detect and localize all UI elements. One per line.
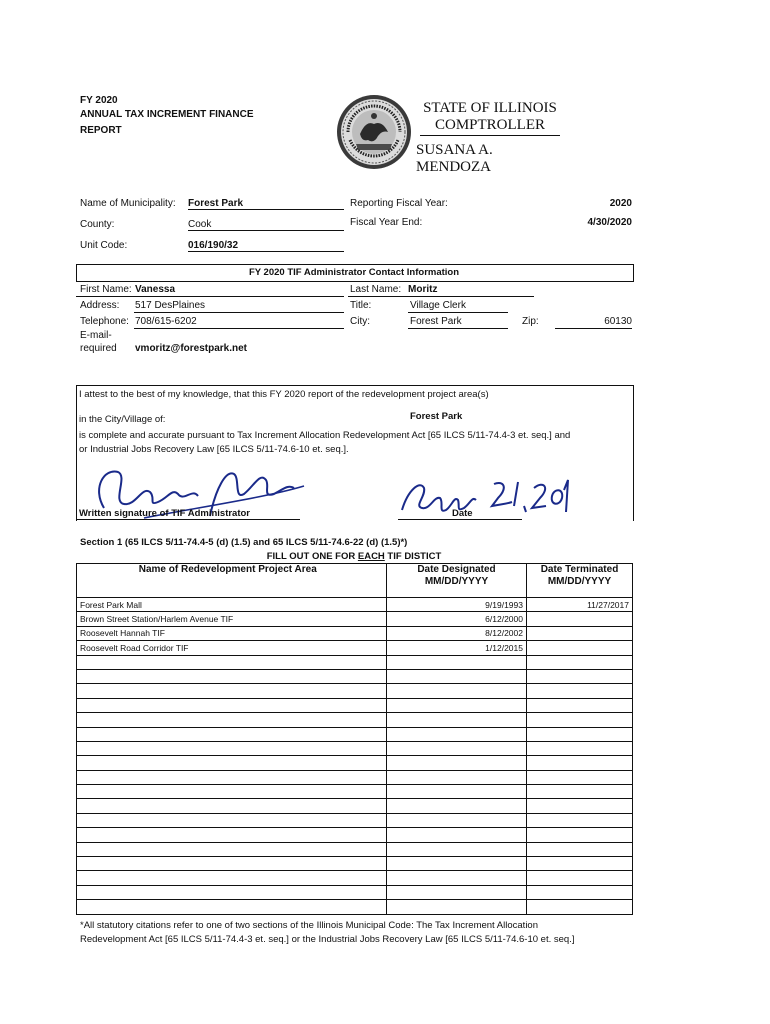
cell-spacer [379, 669, 387, 683]
zip-value: 60130 [604, 316, 632, 327]
attest-line3: is complete and accurate pursuant to Tax Increment Allocation Redevelopment Act [65 ILCS 5/11-74.4-3 et. seq.] and [79, 430, 571, 441]
cell-spacer [379, 900, 387, 914]
cell-designated [387, 669, 527, 683]
cell-terminated [527, 871, 633, 885]
fiscal-year-end-label: Fiscal Year End: [350, 217, 423, 228]
cell-terminated [527, 655, 633, 669]
reporting-fiscal-year-label: Reporting Fiscal Year: [350, 198, 448, 209]
table-row [77, 828, 633, 842]
table-row [77, 885, 633, 899]
cell-designated: 1/12/2015 [387, 641, 527, 655]
fill-out-pre: FILL OUT ONE FOR [266, 551, 358, 562]
cell-name [77, 799, 379, 813]
table-row [77, 598, 633, 612]
col-designated-header [387, 564, 527, 598]
title-value: Village Clerk [410, 300, 466, 311]
comptroller-name: SUSANA A. MENDOZA [416, 142, 493, 175]
cell-spacer [379, 813, 387, 827]
last-name-label: Last Name: [350, 284, 402, 295]
cell-designated [387, 741, 527, 755]
email-value: vmoritz@forestpark.net [135, 343, 247, 354]
cell-terminated [527, 612, 633, 626]
fiscal-year-title: FY 2020 [80, 95, 118, 106]
cell-terminated [527, 813, 633, 827]
cell-spacer [379, 684, 387, 698]
cell-spacer [379, 741, 387, 755]
table-row [77, 857, 633, 871]
cell-terminated [527, 626, 633, 640]
cell-name [77, 857, 379, 871]
cell-name: Roosevelt Hannah TIF [77, 626, 379, 640]
city-value: Forest Park [410, 316, 462, 327]
table-row [77, 713, 633, 727]
cell-spacer [379, 598, 387, 612]
table-row [77, 785, 633, 799]
signature-rule [76, 519, 300, 520]
cell-designated [387, 900, 527, 914]
cell-terminated [527, 842, 633, 856]
address-label: Address: [80, 300, 120, 311]
table-row [77, 741, 633, 755]
cell-terminated [527, 713, 633, 727]
cell-designated [387, 813, 527, 827]
cell-name [77, 655, 379, 669]
table-row [77, 770, 633, 784]
cell-designated [387, 698, 527, 712]
cell-name [77, 727, 379, 741]
table-row [77, 641, 633, 655]
cell-spacer [379, 799, 387, 813]
zip-rule [555, 328, 632, 329]
cell-name [77, 828, 379, 842]
cell-name [77, 813, 379, 827]
cell-name [77, 770, 379, 784]
table-row [77, 813, 633, 827]
municipality-name-value: Forest Park [188, 198, 344, 210]
cell-name [77, 900, 379, 914]
date-rule [398, 519, 522, 520]
contact-info-title: FY 2020 TIF Administrator Contact Information [248, 267, 460, 278]
cell-terminated [527, 857, 633, 871]
col-designated-format: MM/DD/YYYY [424, 576, 489, 587]
table-header-row [77, 564, 633, 598]
address-value: 517 DesPlaines [135, 300, 206, 311]
cell-designated [387, 799, 527, 813]
cell-spacer [379, 885, 387, 899]
table-row [77, 727, 633, 741]
last-name-rule [348, 296, 534, 297]
cell-spacer [379, 857, 387, 871]
city-rule [408, 328, 508, 329]
cell-spacer [379, 698, 387, 712]
fill-out-instruction [76, 551, 632, 562]
email-label-line2: required [80, 343, 117, 354]
address-rule [134, 312, 344, 313]
cell-spacer [379, 828, 387, 842]
cell-name [77, 684, 379, 698]
section1-title [80, 537, 407, 548]
cell-designated: 9/19/1993 [387, 598, 527, 612]
table-row [77, 669, 633, 683]
footnote-line1: *All statutory citations refer to one of two sections of the Illinois Municipal Code: The Tax Increment Allocation [80, 920, 538, 931]
title-rule [408, 312, 508, 313]
municipality-name-label: Name of Municipality: [80, 198, 176, 209]
cell-name [77, 785, 379, 799]
cell-spacer [379, 655, 387, 669]
cell-name [77, 669, 379, 683]
cell-terminated [527, 828, 633, 842]
cell-designated: 8/12/2002 [387, 626, 527, 640]
telephone-label: Telephone: [80, 316, 129, 327]
cell-terminated [527, 641, 633, 655]
county-label: County: [80, 219, 115, 230]
cell-name [77, 698, 379, 712]
county-value: Cook [188, 219, 344, 231]
cell-terminated [527, 741, 633, 755]
comptroller-office: COMPTROLLER [420, 117, 560, 137]
section1-title-text: Section 1 (65 ILCS 5/11-74.4-5 (d) (1.5) and 65 ILCS 5/11-74.6-22 (d) (1.5)*) [80, 537, 408, 548]
cell-name [77, 842, 379, 856]
cell-spacer [379, 871, 387, 885]
table-row [77, 655, 633, 669]
cell-designated [387, 655, 527, 669]
cell-designated [387, 871, 527, 885]
cell-terminated [527, 785, 633, 799]
cell-designated [387, 842, 527, 856]
cell-terminated [527, 770, 633, 784]
cell-terminated [527, 900, 633, 914]
cell-name [77, 885, 379, 899]
fiscal-year-end-value: 4/30/2020 [587, 217, 632, 228]
cell-spacer [379, 770, 387, 784]
cell-terminated [527, 669, 633, 683]
table-row [77, 799, 633, 813]
col-designated-label: Date Designated [417, 564, 496, 575]
date-label: Date [452, 508, 473, 519]
cell-name [77, 871, 379, 885]
cell-name: Roosevelt Road Corridor TIF [77, 641, 379, 655]
cell-terminated [527, 756, 633, 770]
cell-spacer [379, 842, 387, 856]
zip-label: Zip: [522, 316, 539, 327]
cell-name: Forest Park Mall [77, 598, 379, 612]
cell-spacer [379, 756, 387, 770]
fill-out-each: EACH [357, 551, 385, 562]
cell-designated [387, 727, 527, 741]
unit-code-value: 016/190/32 [188, 240, 344, 252]
fill-out-post: TIF DISTICT [384, 551, 442, 562]
table-row [77, 626, 633, 640]
cell-terminated: 11/27/2017 [527, 598, 633, 612]
table-row [77, 756, 633, 770]
table-row [77, 871, 633, 885]
table-row [77, 684, 633, 698]
attest-line1: I attest to the best of my knowledge, that this FY 2020 report of the redevelopment project area(s) [79, 389, 489, 400]
cell-designated [387, 756, 527, 770]
signature-date-handwritten [394, 466, 574, 524]
table-row [77, 698, 633, 712]
cell-terminated [527, 684, 633, 698]
tif-district-table [76, 563, 633, 915]
cell-spacer [379, 727, 387, 741]
cell-spacer [379, 713, 387, 727]
title-label: Title: [350, 300, 372, 311]
cell-spacer [379, 612, 387, 626]
col-terminated-format: MM/DD/YYYY [547, 576, 612, 587]
cell-designated [387, 713, 527, 727]
cell-spacer [379, 785, 387, 799]
reporting-fiscal-year-value: 2020 [609, 198, 632, 209]
telephone-rule [134, 328, 344, 329]
cell-spacer [379, 626, 387, 640]
cell-terminated [527, 799, 633, 813]
cell-designated [387, 828, 527, 842]
attest-city-label: in the City/Village of: [79, 414, 166, 425]
last-name-value: Moritz [408, 284, 438, 295]
cell-spacer [379, 641, 387, 655]
cell-name [77, 741, 379, 755]
cell-terminated [527, 885, 633, 899]
unit-code-label: Unit Code: [80, 240, 128, 251]
city-label: City: [350, 316, 370, 327]
col-name-header: Name of Redevelopment Project Area [77, 564, 379, 598]
cell-designated [387, 885, 527, 899]
cell-designated [387, 770, 527, 784]
cell-designated [387, 785, 527, 799]
col-spacer-header [379, 564, 387, 598]
table-row [77, 842, 633, 856]
state-seal-icon [336, 94, 412, 170]
first-name-rule [76, 296, 344, 297]
comptroller-block [416, 100, 560, 175]
telephone-value: 708/615-6202 [135, 316, 197, 327]
cell-name [77, 756, 379, 770]
cell-terminated [527, 698, 633, 712]
first-name-label: First Name: [80, 284, 132, 295]
first-name-value: Vanessa [135, 284, 176, 295]
email-label-line1: E-mail- [80, 330, 112, 341]
state-name: STATE OF ILLINOIS [423, 100, 557, 116]
cell-designated [387, 857, 527, 871]
table-row [77, 612, 633, 626]
report-title-block [80, 92, 254, 141]
report-title-line2: REPORT [80, 125, 122, 136]
tif-table-body [77, 598, 633, 915]
table-row [77, 900, 633, 914]
report-title-line1: ANNUAL TAX INCREMENT FINANCE [80, 109, 254, 120]
cell-designated [387, 684, 527, 698]
cell-name: Brown Street Station/Harlem Avenue TIF [77, 612, 379, 626]
signature-label: Written signature of TIF Administrator [79, 508, 251, 519]
cell-designated: 6/12/2000 [387, 612, 527, 626]
attest-city-value: Forest Park [410, 411, 463, 422]
col-terminated-label: Date Terminated [540, 564, 619, 575]
attest-line4: or Industrial Jobs Recovery Law [65 ILCS 5/11-74.6-10 et. seq.]. [79, 444, 349, 455]
cell-name [77, 713, 379, 727]
cell-terminated [527, 727, 633, 741]
col-terminated-header [527, 564, 633, 598]
footnote-line2: Redevelopment Act [65 ILCS 5/11-74.4-3 et. seq.] or the Industrial Jobs Recovery Law [65 ILCS 5/11-74.6-10 et. seq.] [80, 934, 575, 945]
